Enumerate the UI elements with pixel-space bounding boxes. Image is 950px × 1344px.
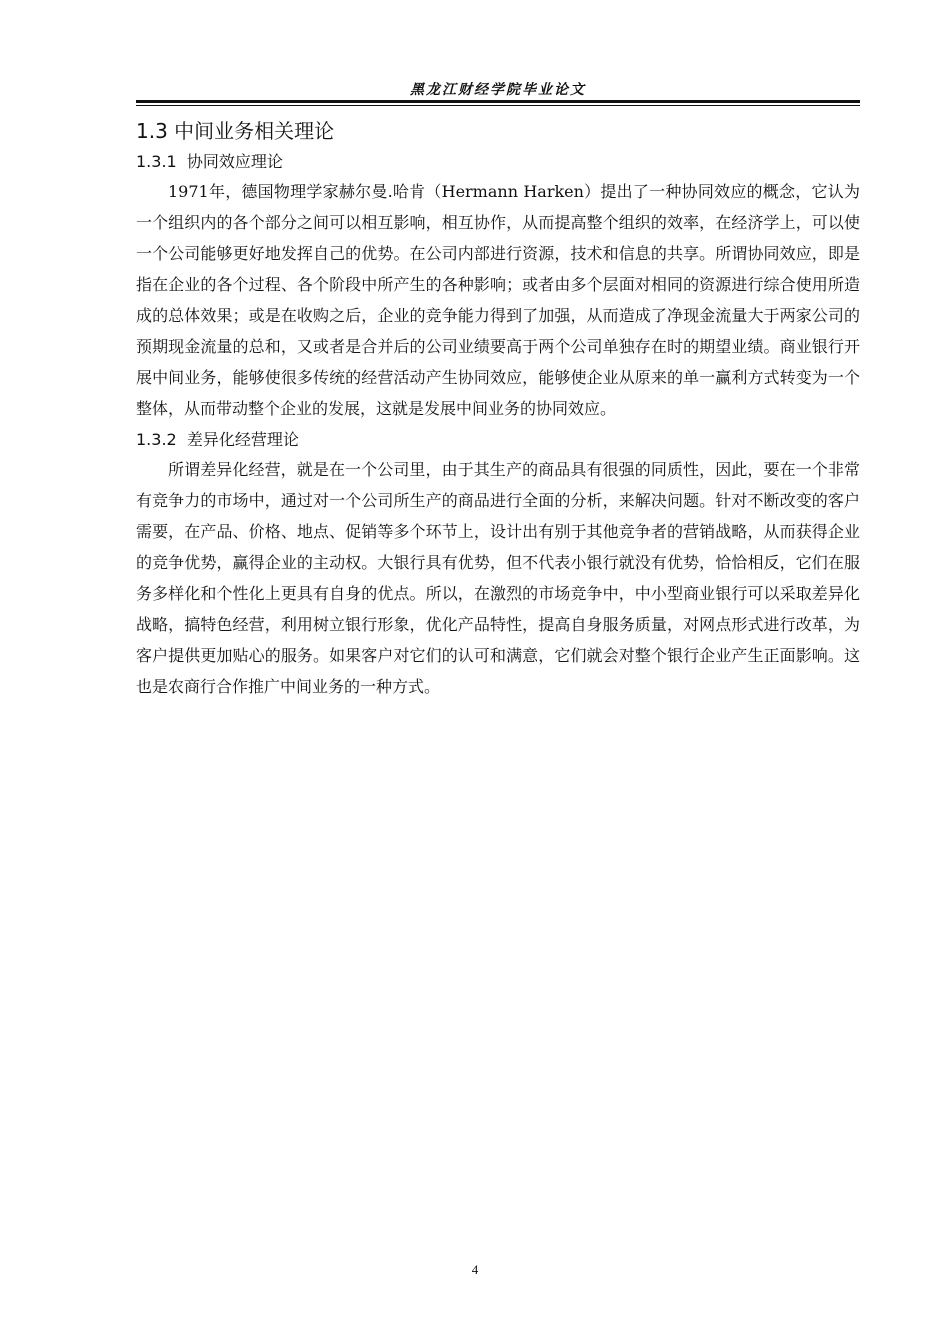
section-heading: 1.3 中间业务相关理论: [136, 119, 335, 143]
page-number: 4: [471, 1262, 479, 1277]
paragraph-differentiation: 所谓差异化经营，就是在一个公司里，由于其生产的商品具有很强的同质性，因此，要在一个非常有竞争力的市场中，通过对一个公司所生产的商品进行全面的分析，来解决问题。针对不断改变的客户需要，在产品、价格、地点、促销等多个环节上，设计出有别于其他竞争者的营销战略，从而获得企业的竞争优势，赢得企业的主动权。大银行具有优势，但不代表小银行就没有优势，恰恰相反，它们在服务多样化和个性化上更具有自身的优点。所以，在激烈的市场竞争中，中小型商业银行可以采取差异化战略，搞特色经营，利用树立银行形象，优化产品特性，提高自身服务质量，对网点形式进行改革，为客户提供更加贴心的服务。如果客户对它们的认可和满意，它们就会对整个银行企业产生正面影响。这也是农商行合作推广中间业务的一种方式。: [136, 460, 860, 696]
subsection-heading-synergy: 1.3.1 协同效应理论: [136, 152, 283, 171]
running-header: 黑龙江财经学院毕业论文: [410, 82, 586, 98]
header-rule-thin: [136, 105, 860, 106]
header-rule-thick: [136, 100, 860, 103]
subsection-heading-differentiation: 1.3.2 差异化经营理论: [136, 430, 299, 449]
page-body: [136, 116, 860, 705]
paragraph-synergy: 1971年，德国物理学家赫尔曼.哈肯（Hermann Harken）提出了一种协同效应的概念，它认为一个组织内的各个部分之间可以相互影响，相互协作，从而提高整个组织的效率，在经济学上，可以使一个公司能够更好地发挥自己的优势。在公司内部进行资源，技术和信息的共享。所谓协同效应，即是指在企业的各个过程、各个阶段中所产生的各种影响；或者由多个层面对相同的资源进行综合使用所造成的总体效果；或是在收购之后，企业的竞争能力得到了加强，从而造成了净现金流量大于两家公司的预期现金流量的总和，又或者是合并后的公司业绩要高于两个公司单独存在时的期望业绩。商业银行开展中间业务，能够使很多传统的经营活动产生协同效应，能够使企业从原来的单一赢利方式转变为一个整体，从而带动整个企业的发展，这就是发展中间业务的协同效应。: [136, 182, 860, 418]
